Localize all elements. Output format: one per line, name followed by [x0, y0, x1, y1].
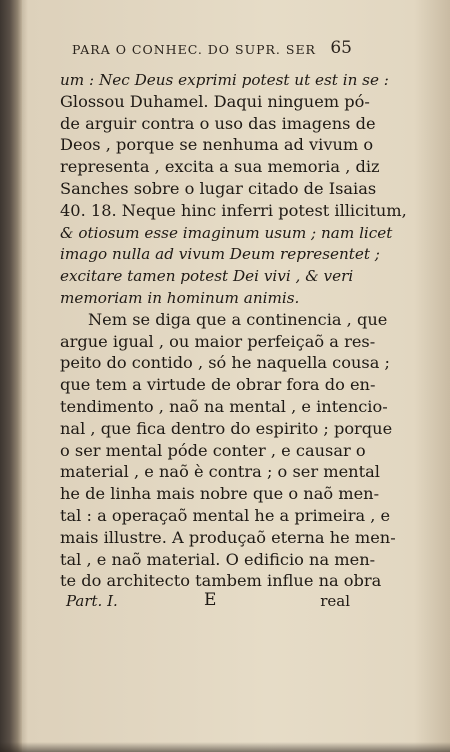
text-line: & otiosum esse imaginum usum ; nam licet: [60, 223, 393, 242]
text-line: Deos , porque se nenhuma ad vivum o: [60, 135, 374, 155]
signature-note: Part. I.: [66, 592, 118, 610]
text-line: que tem a virtude de obrar fora do en-: [60, 375, 376, 395]
text-line: Glossou Duhamel. Daqui ninguem pó-: [60, 91, 370, 111]
text-line: mais illustre. A produçaõ eterna he men-: [60, 527, 396, 547]
text-line: memoriam in hominum animis.: [60, 289, 300, 307]
book-gutter-shadow: [0, 0, 22, 752]
text-line: representa , excita a sua memoria , diz: [60, 157, 380, 177]
text-line: peito do contido , só he naquella cousa ;: [60, 353, 390, 373]
catchword: real: [320, 592, 350, 610]
running-title: PARA O CONHEC. DO SUPR. SER: [72, 42, 316, 57]
text-line: Nem se diga que a continencia , que: [88, 309, 388, 329]
page-bottom-shadow: [0, 742, 450, 752]
text-line: tendimento , naõ na mental , e intencio-: [60, 397, 388, 416]
text-line: tal , e naõ material. O edificio na men-: [60, 549, 376, 569]
signature-mark: E: [204, 590, 217, 610]
text-line: he de linha mais nobre que o naõ men-: [60, 484, 380, 504]
text-line: de arguir contra o uso das imagens de: [60, 113, 376, 133]
text-line: Sanches sobre o lugar citado de Isaias: [60, 179, 377, 198]
text-line: 40. 18. Neque hinc inferri potest illicitum,: [60, 200, 407, 220]
text-line: nal , que fica dentro do espirito ; porque: [60, 418, 393, 438]
book-page: [52, 30, 407, 720]
text-line: tal : a operaçaõ mental he a primeira , e: [60, 506, 391, 525]
page-number: 65: [330, 38, 352, 58]
text-line: excitare tamen potest Dei vivi , & veri: [60, 267, 354, 286]
page-footer: [60, 590, 352, 614]
text-line: argue igual , ou maior perfeiçaõ a res-: [60, 331, 376, 351]
running-header: [72, 36, 352, 60]
text-line: material , e naõ è contra ; o ser mental: [60, 462, 380, 482]
text-line: te do architecto tambem influe na obra: [60, 571, 382, 591]
text-line: um : Nec Deus exprimi potest ut est in se :: [60, 71, 389, 89]
text-line: o ser mental póde conter , e causar o: [60, 440, 366, 460]
text-line: imago nulla ad vivum Deum representet ;: [60, 245, 380, 264]
